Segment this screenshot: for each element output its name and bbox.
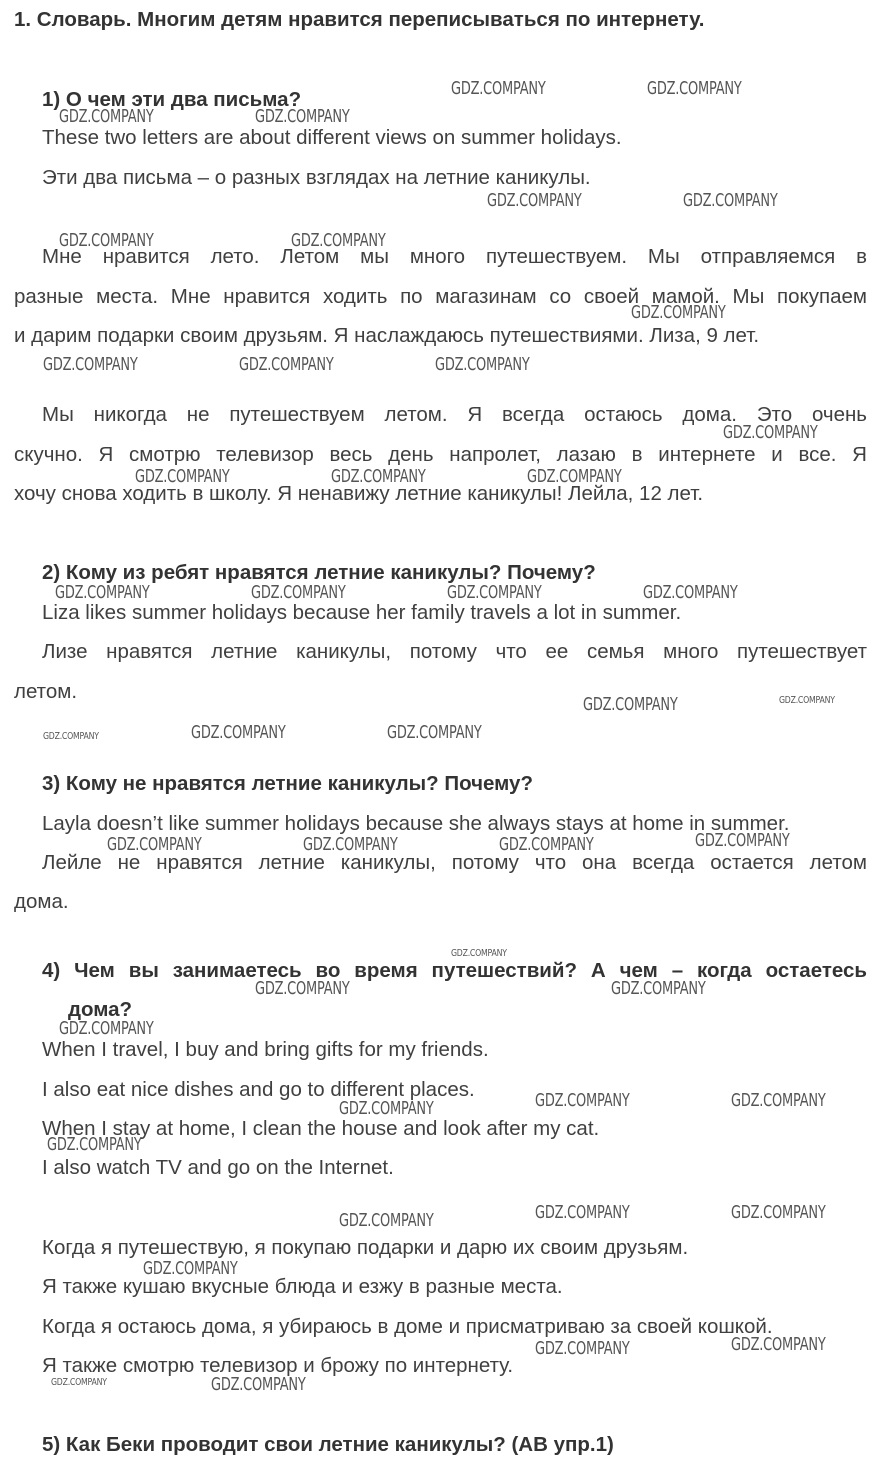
watermark: GDZ.COMPANY — [255, 106, 350, 127]
answer-4-ru-line-1: Когда я путешествую, я покупаю подарки и дарю их своим друзьям. — [42, 1236, 689, 1259]
answer-4-ru-line-3: Когда я остаюсь дома, я убираюсь в доме и присматриваю за своей кошкой. — [42, 1315, 773, 1338]
answer-4-en-line-1: When I travel, I buy and bring gifts for my friends. — [42, 1038, 489, 1061]
watermark: GDZ.COMPANY — [191, 722, 286, 743]
watermark: GDZ.COMPANY — [339, 1098, 434, 1119]
watermark: GDZ.COMPANY — [731, 1334, 826, 1355]
watermark: GDZ.COMPANY — [59, 106, 154, 127]
watermark: GDZ.COMPANY — [51, 1377, 107, 1388]
answer-4-ru-line-2: Я также кушаю вкусные блюда и езжу в разные места. — [42, 1275, 563, 1298]
watermark: GDZ.COMPANY — [451, 78, 546, 99]
watermark: GDZ.COMPANY — [211, 1374, 306, 1395]
answer-3-ru-line-1: Лейле не нравятся летние каникулы, потому что она всегда остается летом — [42, 851, 867, 874]
watermark: GDZ.COMPANY — [255, 978, 350, 999]
watermark: GDZ.COMPANY — [291, 230, 386, 251]
answer-4-en-line-4: I also watch TV and go on the Internet. — [42, 1156, 394, 1179]
watermark: GDZ.COMPANY — [499, 834, 594, 855]
watermark: GDZ.COMPANY — [487, 190, 582, 211]
question-1: 1) О чем эти два письма? — [42, 88, 302, 111]
letter-layla-line-3: хочу снова ходить в школу. Я ненавижу летние каникулы! Лейла, 12 лет. — [14, 482, 704, 505]
watermark: GDZ.COMPANY — [695, 830, 790, 851]
exercise-title: 1. Словарь. Многим детям нравится переписываться по интернету. — [14, 8, 705, 31]
watermark: GDZ.COMPANY — [535, 1338, 630, 1359]
answer-2-ru-line-2: летом. — [14, 680, 78, 703]
watermark: GDZ.COMPANY — [55, 582, 150, 603]
answer-1-en: These two letters are about different views on summer holidays. — [42, 126, 622, 149]
watermark: GDZ.COMPANY — [535, 1202, 630, 1223]
watermark: GDZ.COMPANY — [451, 948, 507, 959]
watermark: GDZ.COMPANY — [59, 230, 154, 251]
answer-4-en-line-3: When I stay at home, I clean the house and look after my cat. — [42, 1117, 600, 1140]
letter-liza-line-1: Мне нравится лето. Летом мы много путешествуем. Мы отправляемся в — [42, 245, 867, 268]
answer-3-ru-line-2: дома. — [14, 890, 69, 913]
watermark: GDZ.COMPANY — [239, 354, 334, 375]
question-2: 2) Кому из ребят нравятся летние каникулы? Почему? — [42, 561, 596, 584]
watermark: GDZ.COMPANY — [303, 834, 398, 855]
watermark: GDZ.COMPANY — [723, 422, 818, 443]
letter-layla-line-2: скучно. Я смотрю телевизор весь день напролет, лазаю в интернете и все. Я — [14, 443, 867, 466]
watermark: GDZ.COMPANY — [647, 78, 742, 99]
answer-1-ru: Эти два письма – о разных взглядах на летние каникулы. — [42, 166, 591, 189]
watermark: GDZ.COMPANY — [731, 1090, 826, 1111]
watermark: GDZ.COMPANY — [611, 978, 706, 999]
question-4-line-2: дома? — [68, 998, 133, 1021]
watermark: GDZ.COMPANY — [135, 466, 230, 487]
watermark: GDZ.COMPANY — [583, 694, 678, 715]
watermark: GDZ.COMPANY — [731, 1202, 826, 1223]
watermark: GDZ.COMPANY — [387, 722, 482, 743]
answer-2-en: Liza likes summer holidays because her family travels a lot in summer. — [42, 601, 682, 624]
watermark: GDZ.COMPANY — [339, 1210, 434, 1231]
watermark: GDZ.COMPANY — [535, 1090, 630, 1111]
letter-liza-line-2: разные места. Мне нравится ходить по магазинам со своей мамой. Мы покупаем — [14, 285, 867, 308]
watermark: GDZ.COMPANY — [107, 834, 202, 855]
watermark: GDZ.COMPANY — [331, 466, 426, 487]
watermark: GDZ.COMPANY — [47, 1134, 142, 1155]
watermark: GDZ.COMPANY — [43, 731, 99, 742]
watermark: GDZ.COMPANY — [683, 190, 778, 211]
watermark: GDZ.COMPANY — [251, 582, 346, 603]
watermark: GDZ.COMPANY — [527, 466, 622, 487]
watermark: GDZ.COMPANY — [631, 302, 726, 323]
watermark: GDZ.COMPANY — [435, 354, 530, 375]
watermark: GDZ.COMPANY — [59, 1018, 154, 1039]
answer-4-ru-line-4: Я также смотрю телевизор и брожу по интернету. — [42, 1354, 514, 1377]
answer-4-en-line-2: I also eat nice dishes and go to different places. — [42, 1078, 475, 1101]
watermark: GDZ.COMPANY — [43, 354, 138, 375]
question-3: 3) Кому не нравятся летние каникулы? Почему? — [42, 772, 533, 795]
letter-liza-line-3: и дарим подарки своим друзьям. Я наслаждаюсь путешествиями. Лиза, 9 лет. — [14, 324, 760, 347]
letter-layla-line-1: Мы никогда не путешествуем летом. Я всегда остаюсь дома. Это очень — [42, 403, 867, 426]
watermark: GDZ.COMPANY — [779, 695, 835, 706]
watermark: GDZ.COMPANY — [447, 582, 542, 603]
answer-2-ru-line-1: Лизе нравятся летние каникулы, потому что ее семья много путешествует — [42, 640, 867, 663]
question-5: 5) Как Беки проводит свои летние каникулы? (AB упр.1) — [42, 1433, 614, 1456]
watermark: GDZ.COMPANY — [643, 582, 738, 603]
answer-3-en: Layla doesn’t like summer holidays because she always stays at home in summer. — [42, 812, 790, 835]
question-4-line-1: 4) Чем вы занимаетесь во время путешествий? А чем – когда остаетесь — [42, 959, 867, 982]
watermark: GDZ.COMPANY — [143, 1258, 238, 1279]
